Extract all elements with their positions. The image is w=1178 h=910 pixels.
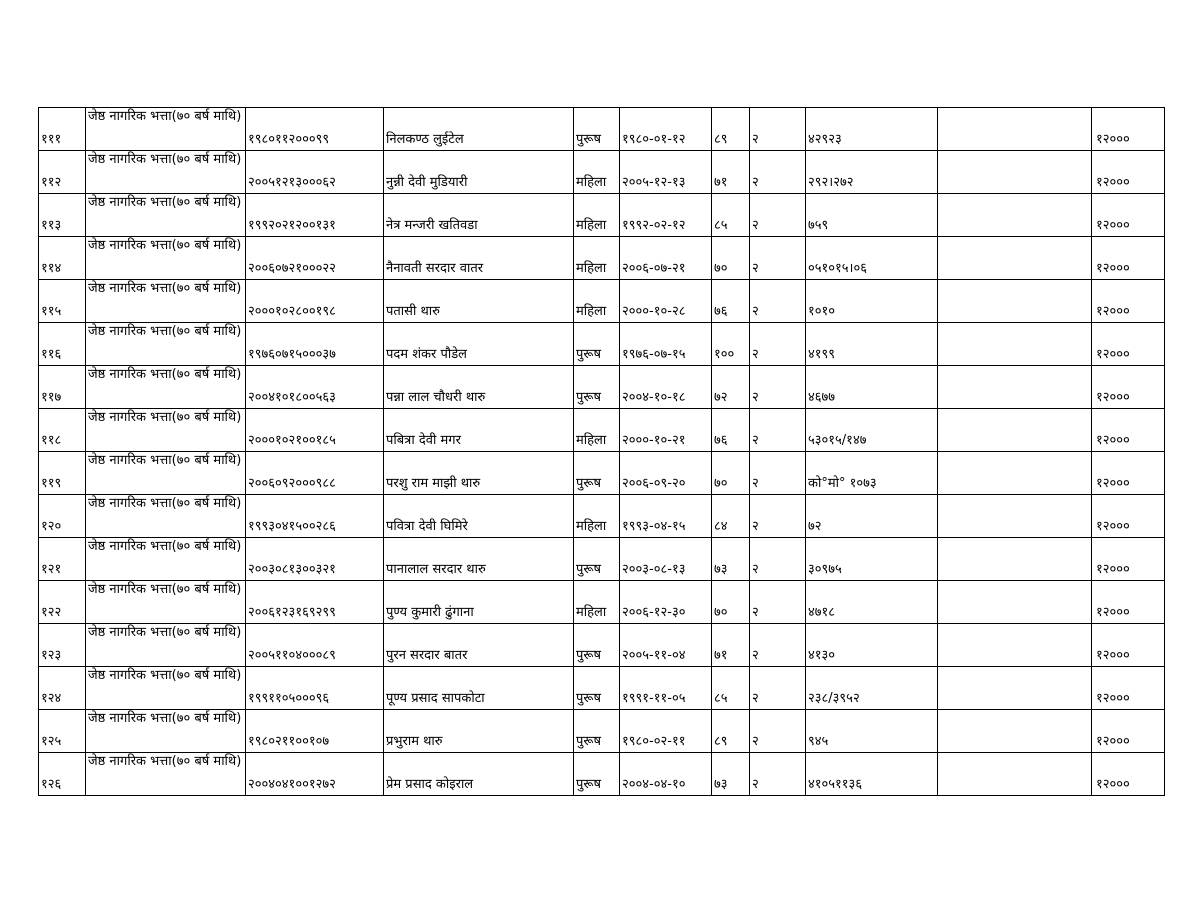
amount-cell: १२००० (1092, 710, 1165, 753)
beneficiary-name-cell: पन्ना लाल चौधरी थारु (384, 366, 574, 409)
remark-cell (938, 710, 1092, 753)
amount-cell: १२००० (1092, 280, 1165, 323)
allowance-type-cell: जेष्ठ नागरिक भत्ता(७० बर्ष माथि) (86, 108, 246, 151)
beneficiary-name-cell: परशु राम माझी थारु (384, 452, 574, 495)
beneficiary-name-cell: पदम शंकर पौडेल (384, 323, 574, 366)
document-number-cell: ०५१०१५।०६ (806, 237, 938, 280)
ward-cell: २ (750, 323, 806, 366)
beneficiary-name-cell: पूण्य प्रसाद सापकोटा (384, 667, 574, 710)
amount-cell: १२००० (1092, 366, 1165, 409)
date-of-birth-cell: २००४-१०-१८ (620, 366, 712, 409)
document-number-cell: ९४५ (806, 710, 938, 753)
beneficiary-table (38, 107, 1165, 796)
table-body (39, 108, 1165, 796)
ward-cell: २ (750, 366, 806, 409)
serial-number-cell: ११९ (39, 452, 86, 495)
ward-cell: २ (750, 194, 806, 237)
amount-cell: १२००० (1092, 538, 1165, 581)
amount-cell: १२००० (1092, 409, 1165, 452)
citizen-id-cell: २००६१२३१६९२९९ (246, 581, 384, 624)
date-of-birth-cell: २०००-१०-२१ (620, 409, 712, 452)
gender-cell: पुरूष (574, 452, 620, 495)
serial-number-cell: ११३ (39, 194, 86, 237)
allowance-type-cell: जेष्ठ नागरिक भत्ता(७० बर्ष माथि) (86, 194, 246, 237)
beneficiary-name-cell: प्रेम प्रसाद कोइराल (384, 753, 574, 796)
document-number-cell: ४१०५११३६ (806, 753, 938, 796)
beneficiary-name-cell: पुरन सरदार बातर (384, 624, 574, 667)
table-row (39, 581, 1165, 624)
serial-number-cell: ११४ (39, 237, 86, 280)
gender-cell: पुरूष (574, 710, 620, 753)
remark-cell (938, 151, 1092, 194)
serial-number-cell: ११७ (39, 366, 86, 409)
gender-cell: पुरूष (574, 667, 620, 710)
beneficiary-name-cell: पतासी थारु (384, 280, 574, 323)
allowance-type-cell: जेष्ठ नागरिक भत्ता(७० बर्ष माथि) (86, 452, 246, 495)
remark-cell (938, 538, 1092, 581)
citizen-id-cell: २००५११०४०००८९ (246, 624, 384, 667)
document-number-cell: को°मो° १०७३ (806, 452, 938, 495)
document-number-cell: ४१९९ (806, 323, 938, 366)
allowance-type-cell: जेष्ठ नागरिक भत्ता(७० बर्ष माथि) (86, 366, 246, 409)
date-of-birth-cell: २००४-०४-१० (620, 753, 712, 796)
amount-cell: १२००० (1092, 624, 1165, 667)
gender-cell: महिला (574, 237, 620, 280)
allowance-type-cell: जेष्ठ नागरिक भत्ता(७० बर्ष माथि) (86, 710, 246, 753)
citizen-id-cell: २००५१२१३०००६२ (246, 151, 384, 194)
serial-number-cell: १२२ (39, 581, 86, 624)
citizen-id-cell: २००६०९२०००९८८ (246, 452, 384, 495)
ward-cell: २ (750, 280, 806, 323)
citizen-id-cell: २००४१०१८००५६३ (246, 366, 384, 409)
table-row (39, 194, 1165, 237)
date-of-birth-cell: २००६-०७-२१ (620, 237, 712, 280)
allowance-type-cell: जेष्ठ नागरिक भत्ता(७० बर्ष माथि) (86, 538, 246, 581)
age-cell: १०० (712, 323, 750, 366)
gender-cell: महिला (574, 151, 620, 194)
ward-cell: २ (750, 452, 806, 495)
citizen-id-cell: २००४०४१००१२७२ (246, 753, 384, 796)
age-cell: ७१ (712, 151, 750, 194)
gender-cell: महिला (574, 194, 620, 237)
table-row (39, 366, 1165, 409)
date-of-birth-cell: २०००-१०-२८ (620, 280, 712, 323)
beneficiary-name-cell: पबित्रा देवी मगर (384, 409, 574, 452)
remark-cell (938, 108, 1092, 151)
document-number-cell: १०१० (806, 280, 938, 323)
beneficiary-name-cell: नैनावती सरदार वातर (384, 237, 574, 280)
remark-cell (938, 624, 1092, 667)
age-cell: ७६ (712, 280, 750, 323)
age-cell: ७० (712, 452, 750, 495)
age-cell: ८५ (712, 667, 750, 710)
date-of-birth-cell: २००६-१२-३० (620, 581, 712, 624)
date-of-birth-cell: २००३-०८-१३ (620, 538, 712, 581)
document-number-cell: ४७१८ (806, 581, 938, 624)
gender-cell: पुरूष (574, 323, 620, 366)
ward-cell: २ (750, 581, 806, 624)
amount-cell: १२००० (1092, 753, 1165, 796)
remark-cell (938, 409, 1092, 452)
serial-number-cell: १२६ (39, 753, 86, 796)
ward-cell: २ (750, 753, 806, 796)
gender-cell: पुरूष (574, 366, 620, 409)
citizen-id-cell: १९८०२११००१०७ (246, 710, 384, 753)
table-row (39, 495, 1165, 538)
beneficiary-name-cell: नुन्नी देवी मुडियारी (384, 151, 574, 194)
serial-number-cell: ११६ (39, 323, 86, 366)
document-number-cell: ४६७७ (806, 366, 938, 409)
citizen-id-cell: २००६०७२१०००२२ (246, 237, 384, 280)
citizen-id-cell: १९८०११२०००९९ (246, 108, 384, 151)
allowance-type-cell: जेष्ठ नागरिक भत्ता(७० बर्ष माथि) (86, 624, 246, 667)
table-row (39, 323, 1165, 366)
remark-cell (938, 753, 1092, 796)
citizen-id-cell: १९७६०७१५०००३७ (246, 323, 384, 366)
ward-cell: २ (750, 667, 806, 710)
citizen-id-cell: २००३०८१३००३२१ (246, 538, 384, 581)
document-number-cell: ७२ (806, 495, 938, 538)
date-of-birth-cell: १९८०-०२-११ (620, 710, 712, 753)
document-number-cell: २९२।२७२ (806, 151, 938, 194)
date-of-birth-cell: १९९३-०४-१५ (620, 495, 712, 538)
age-cell: ८४ (712, 495, 750, 538)
gender-cell: पुरूष (574, 624, 620, 667)
serial-number-cell: ११२ (39, 151, 86, 194)
table-row (39, 710, 1165, 753)
allowance-type-cell: जेष्ठ नागरिक भत्ता(७० बर्ष माथि) (86, 753, 246, 796)
remark-cell (938, 280, 1092, 323)
allowance-type-cell: जेष्ठ नागरिक भत्ता(७० बर्ष माथि) (86, 237, 246, 280)
beneficiary-name-cell: पवित्रा देवी घिमिरे (384, 495, 574, 538)
ward-cell: २ (750, 538, 806, 581)
gender-cell: महिला (574, 409, 620, 452)
table-row (39, 667, 1165, 710)
date-of-birth-cell: १९८०-०१-१२ (620, 108, 712, 151)
beneficiary-name-cell: नेत्र मन्जरी खतिवडा (384, 194, 574, 237)
table-row (39, 237, 1165, 280)
date-of-birth-cell: १९७६-०७-१५ (620, 323, 712, 366)
age-cell: ८९ (712, 710, 750, 753)
remark-cell (938, 452, 1092, 495)
ward-cell: २ (750, 108, 806, 151)
serial-number-cell: १२५ (39, 710, 86, 753)
amount-cell: १२००० (1092, 237, 1165, 280)
ward-cell: २ (750, 624, 806, 667)
age-cell: ७२ (712, 366, 750, 409)
table-row (39, 409, 1165, 452)
remark-cell (938, 581, 1092, 624)
serial-number-cell: १२४ (39, 667, 86, 710)
amount-cell: १२००० (1092, 452, 1165, 495)
amount-cell: १२००० (1092, 581, 1165, 624)
table-row (39, 538, 1165, 581)
remark-cell (938, 237, 1092, 280)
ward-cell: २ (750, 409, 806, 452)
document-number-cell: ३०९७५ (806, 538, 938, 581)
remark-cell (938, 667, 1092, 710)
table-row (39, 753, 1165, 796)
table-row (39, 624, 1165, 667)
amount-cell: १२००० (1092, 151, 1165, 194)
ward-cell: २ (750, 495, 806, 538)
age-cell: ७१ (712, 624, 750, 667)
table-row (39, 108, 1165, 151)
beneficiary-name-cell: पुण्य कुमारी ढुंगाना (384, 581, 574, 624)
gender-cell: महिला (574, 581, 620, 624)
date-of-birth-cell: २००५-१२-१३ (620, 151, 712, 194)
table-row (39, 452, 1165, 495)
amount-cell: १२००० (1092, 323, 1165, 366)
ward-cell: २ (750, 237, 806, 280)
allowance-type-cell: जेष्ठ नागरिक भत्ता(७० बर्ष माथि) (86, 581, 246, 624)
table-row (39, 280, 1165, 323)
remark-cell (938, 366, 1092, 409)
date-of-birth-cell: २००५-११-०४ (620, 624, 712, 667)
serial-number-cell: १२१ (39, 538, 86, 581)
allowance-type-cell: जेष्ठ नागरिक भत्ता(७० बर्ष माथि) (86, 667, 246, 710)
gender-cell: महिला (574, 495, 620, 538)
citizen-id-cell: १९९११०५०००९६ (246, 667, 384, 710)
date-of-birth-cell: १९९२-०२-१२ (620, 194, 712, 237)
allowance-type-cell: जेष्ठ नागरिक भत्ता(७० बर्ष माथि) (86, 151, 246, 194)
gender-cell: पुरूष (574, 538, 620, 581)
document-number-cell: ५३०१५/१४७ (806, 409, 938, 452)
serial-number-cell: ११८ (39, 409, 86, 452)
date-of-birth-cell: २००६-०९-२० (620, 452, 712, 495)
allowance-type-cell: जेष्ठ नागरिक भत्ता(७० बर्ष माथि) (86, 323, 246, 366)
gender-cell: महिला (574, 280, 620, 323)
serial-number-cell: १२३ (39, 624, 86, 667)
serial-number-cell: १२० (39, 495, 86, 538)
beneficiary-name-cell: निलकण्ठ लुईटेल (384, 108, 574, 151)
allowance-type-cell: जेष्ठ नागरिक भत्ता(७० बर्ष माथि) (86, 280, 246, 323)
age-cell: ७६ (712, 409, 750, 452)
ward-cell: २ (750, 710, 806, 753)
age-cell: ७३ (712, 753, 750, 796)
document-number-cell: ७५९ (806, 194, 938, 237)
age-cell: ७० (712, 581, 750, 624)
age-cell: ७३ (712, 538, 750, 581)
citizen-id-cell: २०००१०२८००१९८ (246, 280, 384, 323)
citizen-id-cell: १९९३०४१५००२८६ (246, 495, 384, 538)
beneficiary-name-cell: प्रभुराम थारु (384, 710, 574, 753)
document-number-cell: ४२९२३ (806, 108, 938, 151)
amount-cell: १२००० (1092, 194, 1165, 237)
beneficiary-name-cell: पानालाल सरदार थारु (384, 538, 574, 581)
amount-cell: १२००० (1092, 108, 1165, 151)
age-cell: ८५ (712, 194, 750, 237)
allowance-type-cell: जेष्ठ नागरिक भत्ता(७० बर्ष माथि) (86, 495, 246, 538)
age-cell: ८९ (712, 108, 750, 151)
citizen-id-cell: २०००१०२१००१८५ (246, 409, 384, 452)
citizen-id-cell: १९९२०२१२००१३१ (246, 194, 384, 237)
date-of-birth-cell: १९९१-११-०५ (620, 667, 712, 710)
remark-cell (938, 194, 1092, 237)
document-number-cell: ४१३० (806, 624, 938, 667)
gender-cell: पुरूष (574, 108, 620, 151)
amount-cell: १२००० (1092, 495, 1165, 538)
document-number-cell: २३८/३९५२ (806, 667, 938, 710)
amount-cell: १२००० (1092, 667, 1165, 710)
remark-cell (938, 323, 1092, 366)
serial-number-cell: ११५ (39, 280, 86, 323)
serial-number-cell: १११ (39, 108, 86, 151)
allowance-type-cell: जेष्ठ नागरिक भत्ता(७० बर्ष माथि) (86, 409, 246, 452)
remark-cell (938, 495, 1092, 538)
age-cell: ७० (712, 237, 750, 280)
gender-cell: पुरूष (574, 753, 620, 796)
table-row (39, 151, 1165, 194)
ward-cell: २ (750, 151, 806, 194)
